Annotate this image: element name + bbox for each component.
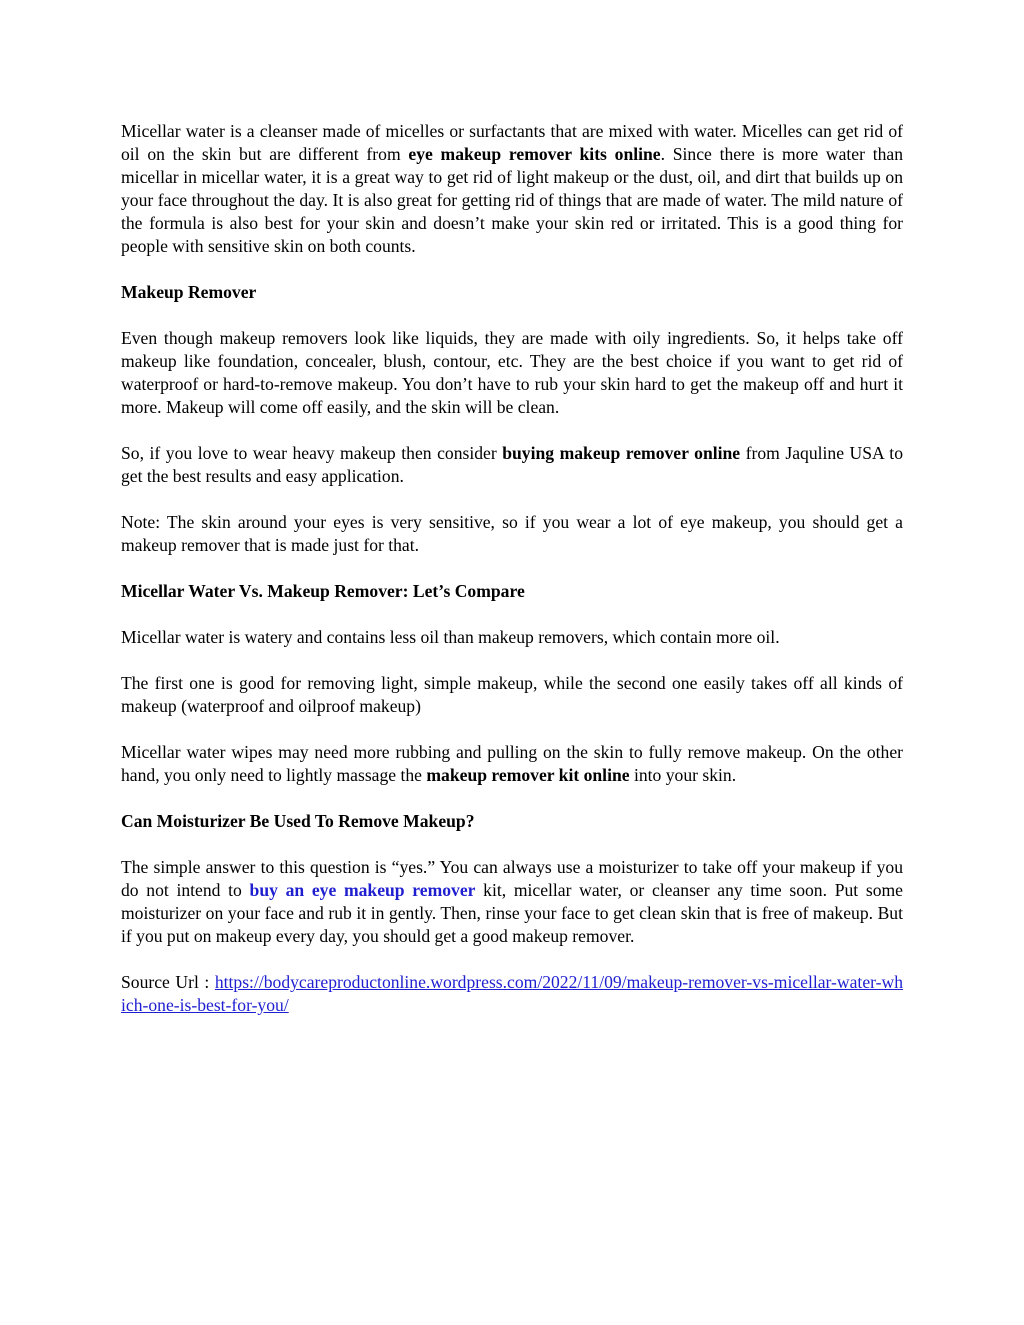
source-url-link[interactable]: https://bodycareproductonline.wordpress.com/2022/11/09/makeup-remover-vs-micellar-water-which-one-is-best-for-you/ (121, 972, 903, 1015)
heading-makeup-remover: Makeup Remover (121, 282, 257, 302)
paragraph-compare-oil: Micellar water is watery and contains less oil than makeup removers, which contain more oil. (121, 627, 780, 647)
text: Micellar water is a cleanser made of micelles or surfactants that are mixed with water. Micelles can get rid of oil on the skin but are different from (121, 121, 903, 164)
text: So, if you love to wear heavy makeup then consider (121, 443, 503, 463)
document-body (121, 120, 903, 1040)
paragraph-compare-wipes (121, 741, 903, 787)
heading-compare: Micellar Water Vs. Makeup Remover: Let’s Compare (121, 581, 525, 601)
heading-moisturizer: Can Moisturizer Be Used To Remove Makeup? (121, 811, 475, 831)
source-label: Source Url : (121, 972, 215, 992)
paragraph-moisturizer (121, 856, 903, 948)
buy-eye-makeup-remover-link[interactable]: buy an eye makeup remover (249, 880, 476, 900)
text: . Since there is more water than micellar in micellar water, it is a great way to get rid of light makeup or the dust, oil, and dirt that builds up on your face throughout the day. It is also great for getting rid of things that are made of water. The mild nature of the formula is also best for your skin and doesn’t make your skin red or irritated. This is a good thing for people with sensitive skin on both counts. (121, 144, 903, 256)
text: Micellar water wipes may need more rubbing and pulling on the skin to fully remove makeup. On the other hand, you only need to lightly massage the (121, 742, 903, 785)
paragraph-makeup-remover: Even though makeup removers look like liquids, they are made with oily ingredients. So, it helps take off makeup like foundation, concealer, blush, contour, etc. They are the best choice if you want to get rid of waterproof or hard-to-remove makeup. You don’t have to rub your skin hard to get the makeup off and hurt it more. Makeup will come off easily, and the skin will be clean. (121, 328, 903, 417)
bold-phrase: eye makeup remover kits online (408, 144, 661, 164)
paragraph-compare-makeup-types: The first one is good for removing light, simple makeup, while the second one easily takes off all kinds of makeup (waterproof and oilproof makeup) (121, 673, 903, 716)
source-url-row (121, 971, 903, 1017)
paragraph-heavy-makeup (121, 442, 903, 488)
text: from Jaquline USA to get the best results and easy application. (121, 443, 903, 486)
text: The simple answer to this question is “yes.” You can always use a moisturizer to take off your makeup if you do not intend to (121, 857, 903, 900)
paragraph-micellar-intro (121, 120, 903, 258)
paragraph-note: Note: The skin around your eyes is very sensitive, so if you wear a lot of eye makeup, you should get a makeup remover that is made just for that. (121, 512, 903, 555)
text: kit, micellar water, or cleanser any time soon. Put some moisturizer on your face and rub it in gently. Then, rinse your face to get clean skin that is free of makeup. But if you put on makeup every day, you should get a good makeup remover. (121, 880, 903, 946)
bold-phrase: makeup remover kit online (426, 765, 630, 785)
bold-phrase: buying makeup remover online (502, 443, 741, 463)
text: into your skin. (629, 765, 737, 785)
